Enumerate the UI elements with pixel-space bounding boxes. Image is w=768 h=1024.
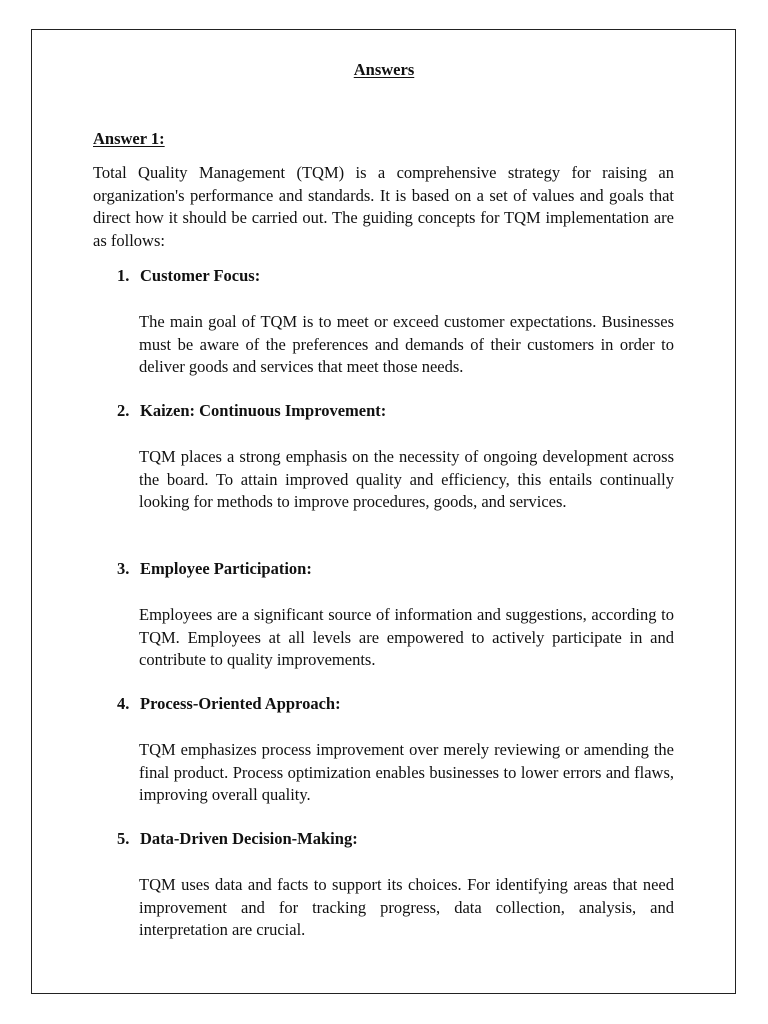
item-number: 4. bbox=[117, 694, 130, 713]
item-title: Process-Oriented Approach: bbox=[140, 694, 341, 713]
item-body-data-driven: TQM uses data and facts to support its choices. For identifying areas that need improvement and for tracking progress, data collection, analysis, and interpretation are crucial. bbox=[139, 875, 674, 940]
answer-heading: Answer 1: bbox=[93, 129, 165, 148]
item-heading-employee-participation bbox=[117, 559, 312, 579]
item-title: Employee Participation: bbox=[140, 559, 312, 578]
item-body-process-oriented: TQM emphasizes process improvement over merely reviewing or amending the final product. Process optimization enables businesses to lower errors and flaws, improving overall quality. bbox=[139, 740, 674, 805]
item-body-customer-focus: The main goal of TQM is to meet or exceed customer expectations. Businesses must be aware of the preferences and demands of their customers in order to deliver goods and services that meet those needs. bbox=[139, 312, 674, 377]
item-number: 3. bbox=[117, 559, 130, 578]
item-number: 5. bbox=[117, 829, 130, 848]
item-body-employee-participation: Employees are a significant source of information and suggestions, according to TQM. Employees at all levels are empowered to actively participate in and contribute to quality improvements. bbox=[139, 605, 674, 670]
item-body-kaizen: TQM places a strong emphasis on the necessity of ongoing development across the board. To attain improved quality and efficiency, this entails continually looking for methods to improve procedures, goods, and services. bbox=[139, 447, 674, 512]
item-title: Kaizen: Continuous Improvement: bbox=[140, 401, 387, 420]
page-title: Answers bbox=[353, 60, 415, 79]
item-heading-process-oriented bbox=[117, 694, 341, 714]
item-title: Customer Focus: bbox=[140, 266, 261, 285]
intro-paragraph: Total Quality Management (TQM) is a comprehensive strategy for raising an organization's performance and standards. It is based on a set of values and goals that direct how it should be carried out. The guiding concepts for TQM implementation are as follows: bbox=[93, 163, 674, 251]
item-heading-data-driven bbox=[117, 829, 358, 849]
item-number: 1. bbox=[117, 266, 130, 285]
item-title: Data-Driven Decision-Making: bbox=[140, 829, 358, 848]
item-heading-kaizen bbox=[117, 401, 386, 421]
item-heading-customer-focus bbox=[117, 266, 260, 286]
item-number: 2. bbox=[117, 401, 130, 420]
